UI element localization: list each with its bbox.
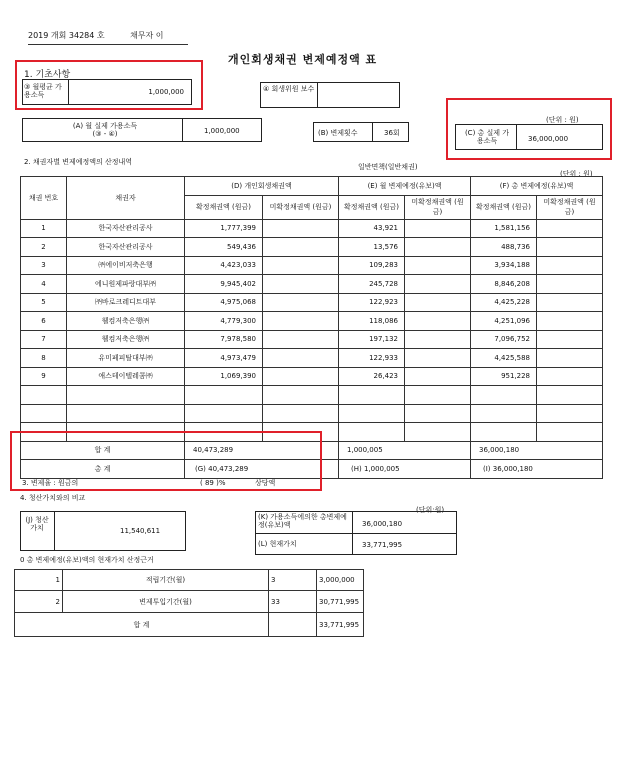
row-d-unfixed [263, 293, 339, 312]
row-e-unfixed [405, 238, 471, 257]
row-f: 1,581,156 [471, 219, 537, 238]
row-e: 109,283 [339, 256, 405, 275]
highlight-totals [10, 431, 322, 491]
row-f: 488,736 [471, 238, 537, 257]
repayment-rate-value: ( 89 )% [200, 479, 226, 487]
row-creditor: 애스테이텔레콤㈜ [67, 367, 185, 386]
c-value: 36,000,000 [528, 135, 569, 143]
row-d: 9,945,402 [185, 275, 263, 294]
row-e: 245,728 [339, 275, 405, 294]
row-f-unfixed [537, 219, 603, 238]
b-label: (B) 변제횟수 [318, 129, 358, 137]
row-f-unfixed [537, 349, 603, 368]
pv-months: 33 [269, 591, 317, 613]
table-row [21, 238, 603, 257]
row-e-unfixed [405, 293, 471, 312]
divider [352, 511, 353, 555]
highlight-basic-info [15, 60, 203, 110]
a-label: (A) 월 실제 가용소득 (③ - ④) [72, 122, 138, 139]
row-d: 4,423,033 [185, 256, 263, 275]
row-e: 13,576 [339, 238, 405, 257]
row-f-unfixed [537, 367, 603, 386]
row-e-unfixed [405, 349, 471, 368]
pv-months: 3 [269, 570, 317, 591]
avg-income-label: ③ 월평균 가용소득 [24, 83, 62, 100]
divider [372, 122, 373, 142]
row-e-unfixed [405, 312, 471, 331]
row-d-unfixed [263, 312, 339, 331]
row-d: 4,973,479 [185, 349, 263, 368]
total-i: (I) 36,000,180 [471, 460, 603, 479]
row-no: 7 [21, 330, 67, 349]
c-label: (C) 총 실제 가용소득 [464, 129, 510, 146]
sub-fixed: 확정채권액 (원금) [471, 195, 537, 219]
pv-label: 변제투입기간(월) [63, 591, 269, 613]
row-creditor: 웰컴저축은행㈜ [67, 312, 185, 331]
row-d: 1,069,390 [185, 367, 263, 386]
row-d: 7,978,580 [185, 330, 263, 349]
row-no: 2 [21, 238, 67, 257]
highlight-total-income [446, 98, 612, 160]
pv-value: 3,000,000 [317, 570, 364, 591]
section2-subtitle: 일반면책(일반채권) [358, 163, 418, 171]
sum-d: 40,473,289 [185, 441, 339, 460]
row-d-unfixed [263, 219, 339, 238]
k-value: 36,000,180 [362, 520, 403, 528]
sub-fixed: 확정채권액 (원금) [339, 195, 405, 219]
pv-no: 2 [15, 591, 63, 613]
sub-unfixed: 미확정채권액 (원금) [263, 195, 339, 219]
sub-unfixed: 미확정채권액 (원금) [405, 195, 471, 219]
table-row [21, 275, 603, 294]
section2-title: 2. 채권자별 변제예정액의 산정내역 [24, 158, 133, 166]
unit-label-1: (단위 : 원) [546, 116, 579, 124]
pv-value: 30,771,995 [317, 591, 364, 613]
table-row [21, 367, 603, 386]
row-f: 8,846,208 [471, 275, 537, 294]
row-no: 9 [21, 367, 67, 386]
row-f-unfixed [537, 293, 603, 312]
total-h: (H) 1,000,005 [339, 460, 471, 479]
row-d-unfixed [263, 349, 339, 368]
row-e: 122,923 [339, 293, 405, 312]
row-creditor: 한국자산관리공사 [67, 238, 185, 257]
pv-no: 1 [15, 570, 63, 591]
sum-row [15, 613, 364, 637]
row-f: 951,228 [471, 367, 537, 386]
section2-unit: (단위 : 원) [560, 170, 593, 178]
row-e: 26,423 [339, 367, 405, 386]
row-d-unfixed [263, 256, 339, 275]
row-d-unfixed [263, 330, 339, 349]
row-f: 4,425,228 [471, 293, 537, 312]
j-value: 11,540,611 [120, 527, 161, 535]
divider [255, 533, 457, 534]
row-no: 1 [21, 219, 67, 238]
row-e: 197,132 [339, 330, 405, 349]
row-e-unfixed [405, 256, 471, 275]
divider [182, 118, 183, 142]
l-value: 33,771,995 [362, 541, 403, 549]
divider [317, 82, 318, 108]
section4-title: 4. 청산가치와의 비교 [20, 494, 86, 502]
sub-unfixed: 미확정채권액 (원금) [537, 195, 603, 219]
empty-row [21, 404, 603, 423]
header-underline [28, 44, 188, 45]
present-value-table [14, 569, 364, 637]
row-creditor: 한국자산관리공사 [67, 219, 185, 238]
row-f: 7,096,752 [471, 330, 537, 349]
header-row [21, 177, 603, 196]
repayment-rate-suffix: 상당액 [255, 479, 276, 487]
row-e: 118,086 [339, 312, 405, 331]
debtor-label: 채무자 이 [130, 31, 164, 40]
row-no: 3 [21, 256, 67, 275]
row-f: 4,251,096 [471, 312, 537, 331]
repayment-rate-label: 3. 변제율 : 원금의 [22, 479, 79, 487]
table-row [21, 349, 603, 368]
sum-label: 합 계 [21, 441, 185, 460]
row-no: 6 [21, 312, 67, 331]
row-d-unfixed [263, 238, 339, 257]
row-f: 4,425,588 [471, 349, 537, 368]
row-d: 4,779,300 [185, 312, 263, 331]
avg-income-value: 1,000,000 [148, 88, 184, 96]
trustee-fee-label: ④ 회생위원 보수 [263, 85, 315, 93]
total-label: 총 계 [21, 460, 185, 479]
row-f-unfixed [537, 238, 603, 257]
table-row [21, 256, 603, 275]
row-d-unfixed [263, 275, 339, 294]
row-e: 122,933 [339, 349, 405, 368]
table-row [21, 312, 603, 331]
row-creditor: 유미페피탈대부㈜ [67, 349, 185, 368]
section4-unit: (단위:원) [416, 506, 445, 514]
empty-row [21, 386, 603, 405]
l-label: (L) 현재가치 [258, 540, 297, 548]
section1-title: 1. 기초사항 [24, 70, 71, 80]
row-creditor: 에니원제파랑대부㈜ [67, 275, 185, 294]
row-e-unfixed [405, 219, 471, 238]
sum-f: 36,000,180 [471, 441, 603, 460]
row-d: 4,975,068 [185, 293, 263, 312]
col-header-no: 채권 번호 [21, 177, 67, 220]
b-value: 36회 [384, 129, 400, 137]
row-e-unfixed [405, 330, 471, 349]
present-value-title: 0 총 변제예정(유보)액의 현재가치 산정근거 [20, 556, 154, 564]
row-creditor: ㈜바로크레디트대부 [67, 293, 185, 312]
pv-sum-label: 합 계 [15, 613, 269, 637]
sum-e: 1,000,005 [339, 441, 471, 460]
row-d: 1,777,399 [185, 219, 263, 238]
table-row [21, 293, 603, 312]
row-d: 549,436 [185, 238, 263, 257]
row-e-unfixed [405, 275, 471, 294]
row-f-unfixed [537, 256, 603, 275]
row-f: 3,934,188 [471, 256, 537, 275]
sub-fixed: 확정채권액 (원금) [185, 195, 263, 219]
table-row [21, 219, 603, 238]
row-no: 8 [21, 349, 67, 368]
col-header-creditor: 채권자 [67, 177, 185, 220]
row-creditor: ㈜에이비저축은행 [67, 256, 185, 275]
pv-label: 적립기간(월) [63, 570, 269, 591]
row-e-unfixed [405, 367, 471, 386]
col-header-f: (F) 총 변제예정(유보)액 [471, 177, 603, 196]
pv-sum-value: 33,771,995 [317, 613, 364, 637]
divider [54, 511, 55, 551]
row-d-unfixed [263, 367, 339, 386]
case-number: 2019 개회 34284 호 [28, 31, 105, 40]
table-row [21, 330, 603, 349]
col-header-d: (D) 개인회생채권액 [185, 177, 339, 196]
k-label: (K) 가용소득에의한 총변제예정(유보)액 [258, 513, 347, 530]
row-f-unfixed [537, 312, 603, 331]
j-label: (J) 청산 가치 [25, 516, 49, 533]
a-value: 1,000,000 [204, 127, 240, 135]
table-row [15, 591, 364, 613]
row-no: 4 [21, 275, 67, 294]
row-no: 5 [21, 293, 67, 312]
row-e: 43,921 [339, 219, 405, 238]
total-g: (G) 40,473,289 [185, 460, 339, 479]
row-f-unfixed [537, 275, 603, 294]
col-header-e: (E) 월 변제예정(유보)액 [339, 177, 471, 196]
table-row [15, 570, 364, 591]
row-f-unfixed [537, 330, 603, 349]
row-creditor: 웰컴저축은행㈜ [67, 330, 185, 349]
page-title: 개인회생채권 변제예정액 표 [228, 53, 378, 66]
